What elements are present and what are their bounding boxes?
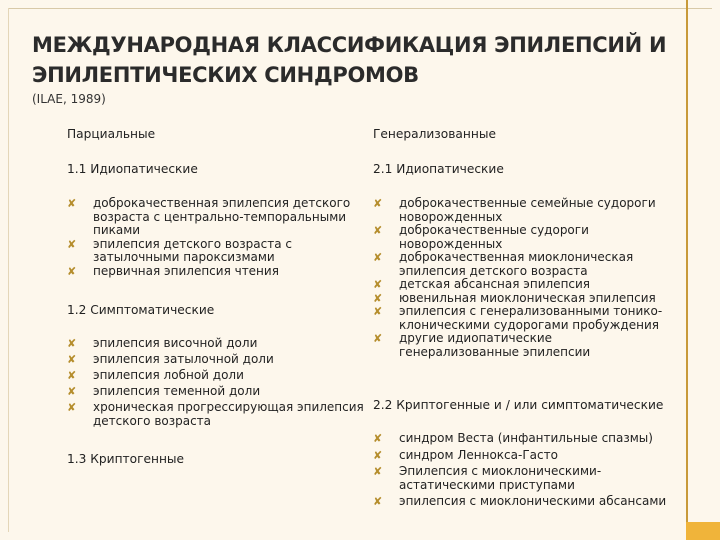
x-bullet-icon: ✘ (373, 495, 383, 508)
frame-top-line (8, 8, 712, 9)
list-item: ✘ синдром Веста (инфантильные спазмы) (373, 431, 653, 445)
generalized-idiopathic-heading: 2.1 Идиопатические (373, 162, 504, 176)
partial-cryptogenic-heading: 1.3 Криптогенные (67, 452, 185, 466)
list-item: ✘ хроническая прогрессирующая эпилепсия детского возраста (67, 400, 364, 428)
x-bullet-icon: ✘ (373, 305, 383, 318)
list-item: ✘ синдром Леннокса-Гасто (373, 447, 558, 462)
list-item: ✘ эпилепсия с генерализованными тонико-клоническими судорогами пробуждения (373, 304, 663, 332)
generalized-heading: Генерализованные (373, 127, 496, 141)
list-item: ✘ доброкачественная эпилепсия детского возраста с центрально-темпоральными пиками (67, 196, 351, 237)
list-item: ✘ эпилепсия затылочной доли (67, 352, 274, 366)
list-item: ✘ доброкачественные семейные судороги новорожденных (373, 196, 656, 224)
x-bullet-icon: ✘ (373, 278, 383, 291)
x-bullet-icon: ✘ (373, 448, 383, 462)
list-item: ✘ доброкачественная миоклоническая эпилепсия детского возраста (373, 250, 634, 278)
accent-corner-block (686, 522, 720, 540)
list-item: ✘ доброкачественные судороги новорожденных (373, 223, 589, 251)
partial-symptomatic-heading: 1.2 Симптоматические (67, 303, 215, 317)
list-item: ✘ эпилепсия теменной доли (67, 384, 261, 398)
list-item: ✘ первичная эпилепсия чтения (67, 263, 279, 278)
x-bullet-icon: ✘ (67, 264, 77, 278)
list-item: ✘ эпилепсия лобной доли (67, 368, 244, 382)
generalized-cryptogenic-list (373, 432, 675, 509)
list-item: ✘ эпилепсия височной доли (67, 336, 258, 350)
list-item: ✘ другие идиопатические генерализованные эпилепсии (373, 331, 591, 359)
x-bullet-icon: ✘ (67, 237, 77, 251)
x-bullet-icon: ✘ (67, 401, 77, 414)
slide-title: МЕЖДУНАРОДНАЯ КЛАССИФИКАЦИЯ ЭПИЛЕПСИЙ И ЭПИЛЕПТИЧЕСКИХ СИНДРОМОВ (32, 33, 667, 87)
partial-idiopathic-list (67, 197, 367, 278)
x-bullet-icon: ✘ (373, 332, 383, 345)
frame-left-line (8, 8, 9, 532)
list-item: ✘ эпилепсия детского возраста с затылочными пароксизмами (67, 236, 292, 264)
generalized-cryptogenic-heading: 2.2 Криптогенные и / или симптоматические (373, 398, 664, 412)
x-bullet-icon: ✘ (67, 337, 77, 350)
x-bullet-icon: ✘ (67, 197, 77, 210)
x-bullet-icon: ✘ (373, 465, 383, 478)
x-bullet-icon: ✘ (373, 432, 383, 445)
list-item: ✘ Эпилепсия с миоклоническими-астатическими приступами (373, 464, 602, 492)
list-item: ✘ ювенильная миоклоническая эпилепсия (373, 290, 656, 305)
partial-heading: Парциальные (67, 127, 156, 141)
partial-symptomatic-list (67, 337, 372, 428)
list-item: ✘ детская абсансная эпилепсия (373, 277, 591, 291)
x-bullet-icon: ✘ (373, 197, 383, 210)
x-bullet-icon: ✘ (67, 369, 77, 382)
x-bullet-icon: ✘ (373, 251, 383, 264)
slide-subtitle: (ILAE, 1989) (32, 92, 106, 106)
list-item: ✘ эпилепсия с миоклоническими абсансами (373, 494, 667, 508)
generalized-idiopathic-list (373, 197, 675, 359)
x-bullet-icon: ✘ (373, 291, 383, 305)
partial-idiopathic-heading: 1.1 Идиопатические (67, 162, 198, 176)
x-bullet-icon: ✘ (373, 224, 383, 237)
x-bullet-icon: ✘ (67, 353, 77, 366)
x-bullet-icon: ✘ (67, 385, 77, 398)
